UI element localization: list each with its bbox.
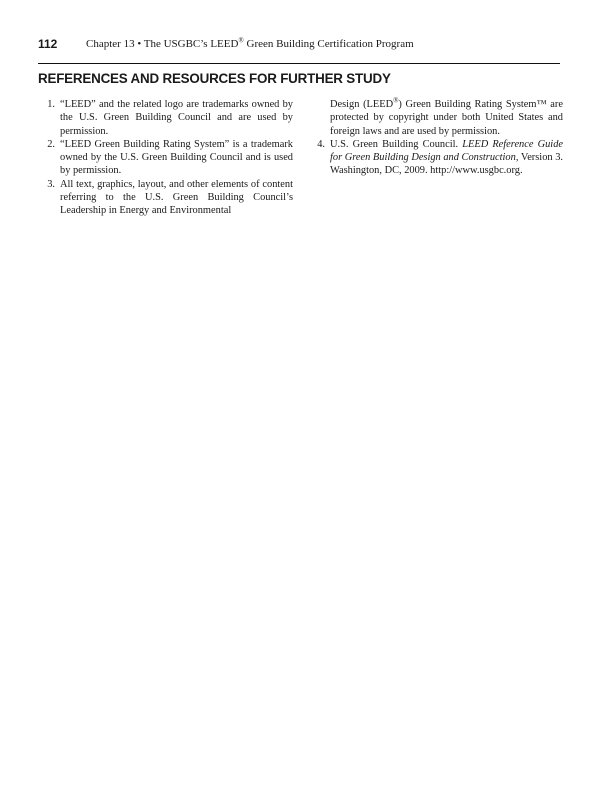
page-header — [38, 37, 560, 57]
reference-item-3 — [35, 178, 293, 218]
reference-number: 2. — [47, 138, 55, 150]
right-column — [305, 98, 563, 178]
reference-item-4 — [305, 138, 563, 178]
reference-number: 1. — [47, 99, 55, 110]
running-head-text: Chapter 13 • The USGBC’s LEED — [86, 38, 239, 50]
reference-list — [35, 98, 293, 218]
reference-number: 3. — [47, 178, 55, 190]
section-title: REFERENCES AND RESOURCES FOR FURTHER STUDY — [38, 71, 391, 86]
reference-number: 4. — [317, 138, 325, 150]
registered-mark: ® — [393, 96, 399, 105]
reference-item-3-continuation — [305, 98, 563, 138]
reference-text: “LEED Green Building Rating System” is a trademark owned by the U.S. Green Building Council and is used by permission. — [60, 138, 293, 177]
header-rule — [38, 63, 560, 64]
reference-text: “LEED” and the related logo are trademarks owned by the U.S. Green Building Council and are used by permission. — [60, 99, 293, 137]
reference-author: U.S. Green Building Council. — [330, 138, 463, 150]
reference-text: Design (LEED — [330, 99, 394, 110]
reference-list-continued — [305, 138, 563, 178]
running-head — [86, 38, 414, 50]
reference-item-1 — [35, 98, 293, 138]
page-number: 112 — [38, 37, 58, 51]
reference-item-2 — [35, 138, 293, 178]
left-column — [35, 98, 293, 218]
running-head-text-end: Green Building Certification Program — [243, 38, 414, 50]
reference-text: All text, graphics, layout, and other elements of content referring to the U.S. Green Building Council’s Leadership in Energy and Environmental — [60, 178, 293, 217]
reference-text-end: ) Green Building Rating System™ are protected by copyright under both United States and foreign laws and are used by permission. — [330, 99, 563, 137]
reference-details: , Version 3. Washington, DC, 2009. http://www.usgbc.org. — [330, 152, 563, 177]
registered-mark: ® — [238, 36, 244, 45]
reference-title: LEED Reference Guide for Green Building Design and Construction — [330, 138, 563, 164]
